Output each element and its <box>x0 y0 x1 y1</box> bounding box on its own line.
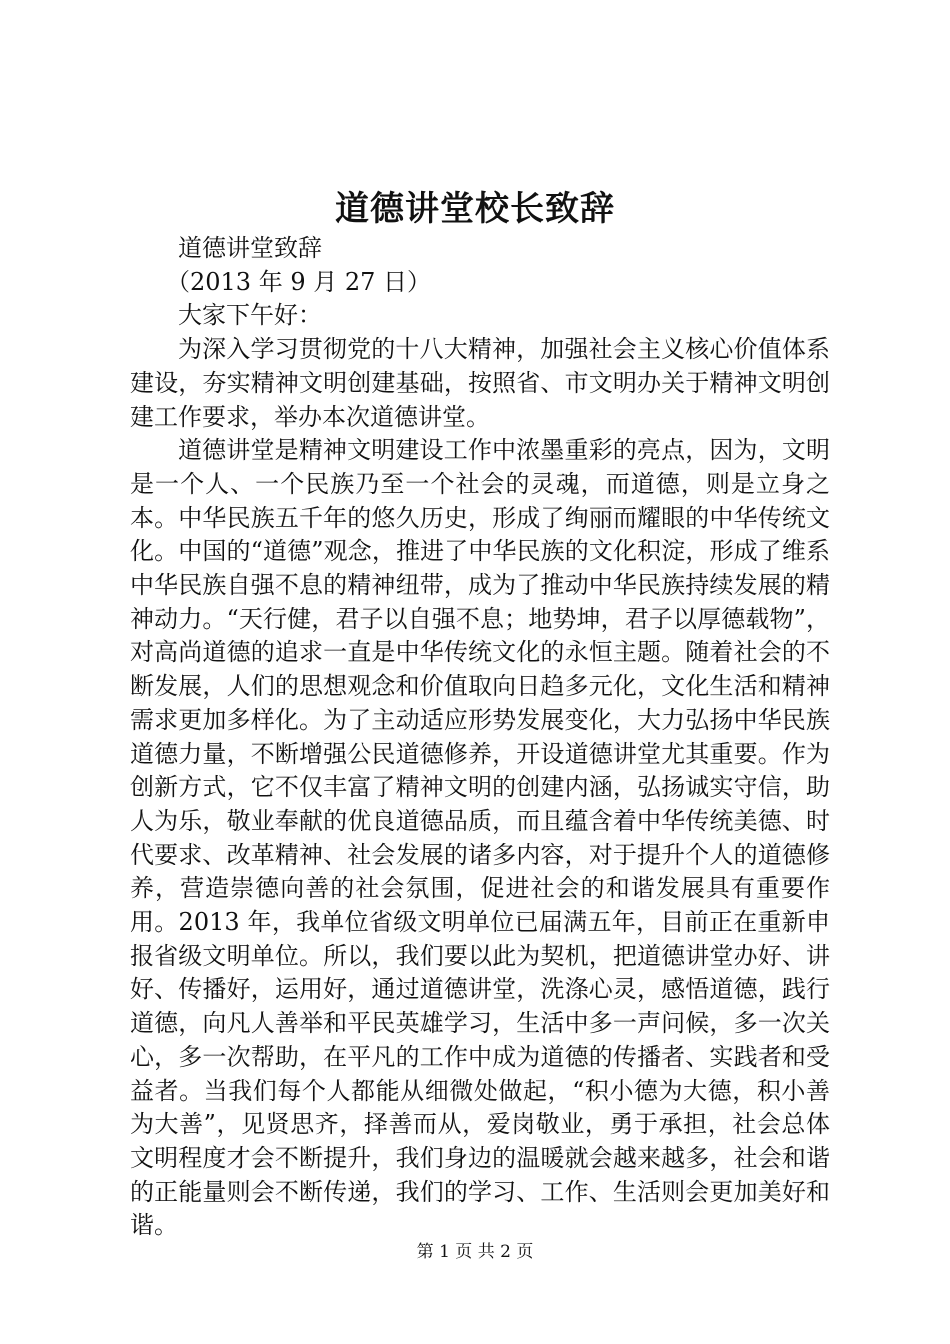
speech-date: （2013 年 9 月 27 日） <box>166 267 432 296</box>
document-body <box>130 232 830 1243</box>
speech-heading: 道德讲堂致辞 <box>178 234 322 262</box>
paragraph-2: 道德讲堂是精神文明建设工作中浓墨重彩的亮点，因为，文明是一个人、一个民族乃至一个社会的灵魂，而道德，则是立身之本。中华民族五千年的悠久历史，形成了绚丽而耀眼的中华传统文化。中国的“道德”观念，推进了中华民族的文化积淀，形成了维系中华民族自强不息的精神纽带，成为了推动中华民族持续发展的精神动力。“天行健，君子以自强不息；地势坤，君子以厚德载物”，对高尚道德的追求一直是中华传统文化的永恒主题。随着社会的不断发展，人们的思想观念和价值取向日趋多元化，文化生活和精神需求更加多样化。为了主动适应形势发展变化，大力弘扬中华民族道德力量，不断增强公民道德修养，开设道德讲堂尤其重要。作为创新方式，它不仅丰富了精神文明的创建内涵，弘扬诚实守信，助人为乐，敬业奉献的优良道德品质，而且蕴含着中华传统美德、时代要求、改革精神、社会发展的诸多内容，对于提升个人的道德修养，营造崇德向善的社会氛围，促进社会的和谐发展具有重要作用。2013 年，我单位省级文明单位已届满五年，目前正在重新申报省级文明单位。所以，我们要以此为契机，把道德讲堂办好、讲好、传播好，运用好，通过道德讲堂，洗涤心灵，感悟道德，践行道德，向凡人善举和平民英雄学习，生活中多一声问候，多一次关心，多一次帮助，在平凡的工作中成为道德的传播者、实践者和受益者。当我们每个人都能从细微处做起，“积小德为大德，积小善为大善”，见贤思齐，择善而从，爱岗敬业，勇于承担，社会总体文明程度才会不断提升，我们身边的温暖就会越来越多，社会和谐的正能量则会不断传递，我们的学习、工作、生活则会更加美好和谐。 <box>130 436 830 1240</box>
greeting: 大家下午好： <box>178 301 322 330</box>
paragraph-1: 为深入学习贯彻党的十八大精神，加强社会主义核心价值体系建设，夯实精神文明创建基础，按照省、市文明办关于精神文明创建工作要求，举办本次道德讲堂。 <box>130 335 830 431</box>
page-footer: 第 1 页 共 2 页 <box>416 1242 534 1262</box>
document-title: 道德讲堂校长致辞 <box>335 189 615 229</box>
